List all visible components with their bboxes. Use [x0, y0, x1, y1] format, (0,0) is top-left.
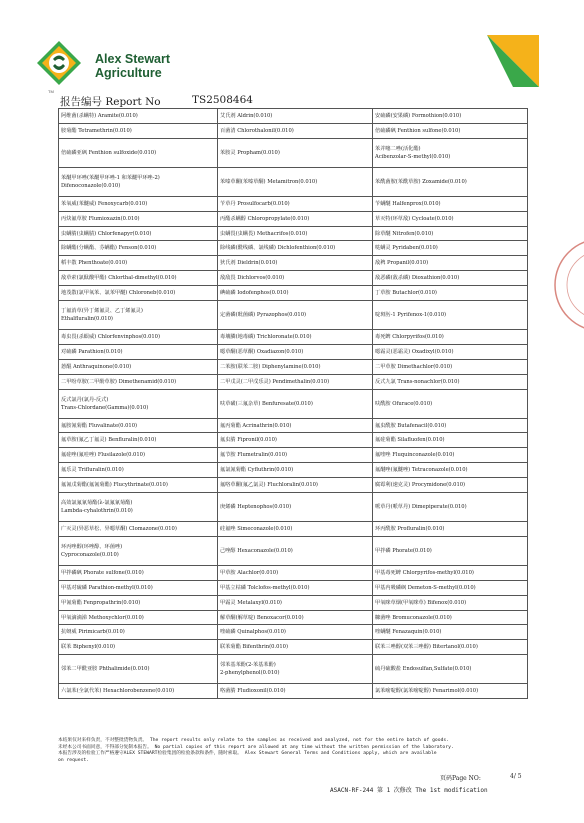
- table-cell: [59, 286, 218, 301]
- page-number-value: 4/ 5: [510, 773, 522, 780]
- table-cell: [218, 241, 373, 256]
- analyte-name: 敌草索(氯酞酸甲酯) Chlorthal-dimethyl(0.010): [61, 275, 177, 282]
- table-cell: [59, 330, 218, 345]
- table-cell: [59, 640, 218, 655]
- table-cell: [59, 448, 218, 463]
- table-cell: [59, 463, 218, 478]
- table-cell: [373, 463, 528, 478]
- analyte-name: 毒壤膦(地毒磷) Trichloronate(0.010): [220, 333, 312, 340]
- table-cell: [218, 684, 373, 699]
- table-cell: [218, 655, 373, 684]
- table-cell: [373, 493, 528, 522]
- table-cell: [373, 655, 528, 684]
- table-cell: [218, 595, 373, 610]
- table-cell: [59, 301, 218, 330]
- table-cell: [59, 256, 218, 271]
- table-cell: [218, 640, 373, 655]
- alex-stewart-logo-icon: [36, 40, 82, 86]
- table-cell: [218, 256, 373, 271]
- table-cell: [218, 344, 373, 359]
- table-cell: [218, 271, 373, 286]
- table-cell: [59, 374, 218, 389]
- table-cell: [59, 226, 218, 241]
- table-row: [59, 211, 528, 226]
- analyte-name-line2: 2-phenylphenol(0.010): [220, 670, 280, 677]
- analyte-name: 哒螨灵 Pyridaben(0.010): [375, 245, 438, 252]
- table-cell: [59, 536, 218, 565]
- table-cell: [373, 330, 528, 345]
- analyte-name: 联苯 Biphenyl(0.010): [61, 644, 116, 651]
- analyte-name: 邻苯二甲酰亚胺 Phthalimide(0.010): [61, 666, 150, 673]
- table-row: [59, 389, 528, 418]
- analyte-name-line2: Acibenzolar-S-methyl(0.010): [375, 153, 451, 160]
- disclaimer-line: on request.: [58, 757, 90, 763]
- table-cell: [373, 271, 528, 286]
- analyte-name: 二甲吩草胺(二甲酚草胺) Dimethenamid(0.010): [61, 378, 177, 385]
- table-cell: [373, 565, 528, 580]
- table-cell: [373, 610, 528, 625]
- analyte-name: 甲草胺 Alachlor(0.010): [220, 569, 279, 576]
- table-cell: [373, 359, 528, 374]
- table-cell: [59, 522, 218, 537]
- table-row: [59, 286, 528, 301]
- analyte-name: 氟硅唑(氟哇唑) Flusilazole(0.010): [61, 452, 145, 459]
- analyte-name: 反式九氯 Trans-nonachlor(0.010): [375, 378, 460, 385]
- disclaimer-line: 未经本公司书面同意，不得部分复制本报告。 No partial copies of this report are allowed at any time without the written permission of the laboratory.: [58, 744, 454, 750]
- table-cell: [373, 433, 528, 448]
- analyte-name-line2: Trans-Chlordane(Gamma)(0.010): [61, 404, 149, 411]
- analyte-name: 腐霉利(速克灵) Procymidone(0.010): [375, 482, 466, 489]
- analyte-name-line2: Ethalfluralin(0.010): [61, 316, 113, 323]
- analyte-name: 甲氧滴滴涕 Methoxychlor(0.010): [61, 614, 144, 621]
- table-row: [59, 418, 528, 433]
- analyte-name: 草灭特(环草敌) Cycloate(0.010): [375, 215, 454, 222]
- table-row: [59, 301, 528, 330]
- table-cell: [59, 478, 218, 493]
- analyte-name: 联苯菊酯 Bifenthrin(0.010): [220, 644, 289, 651]
- analyte-name: 蒽醌 Anthraquinone(0.010): [61, 363, 132, 370]
- table-cell: [59, 433, 218, 448]
- table-cell: [59, 493, 218, 522]
- analyte-name: 敌恶磷(敌杀磷) Dioxathion(0.010): [375, 275, 460, 282]
- table-row: [59, 241, 528, 256]
- table-row: [59, 330, 528, 345]
- analyte-name: 氟胺氰菊酯 Fluvalinate(0.010): [61, 422, 138, 429]
- analyte-name: 广灭灵(异恶草松、异噁草酮) Clomazone(0.010): [61, 525, 177, 532]
- trademark-mark: TM: [48, 89, 54, 94]
- table-cell: [373, 522, 528, 537]
- analyte-name: 定菌磷(吡菌磷) Pyrazophos(0.010): [220, 312, 307, 319]
- analyte-name-line2: Difenoconazole(0.010): [61, 182, 121, 189]
- brand-name: Alex Stewart: [95, 52, 171, 66]
- analyte-name: 氟乐灵 Trifluralin(0.010): [61, 467, 124, 474]
- table-cell: [218, 478, 373, 493]
- table-cell: [59, 625, 218, 640]
- analyte-name: 艾氏剂 Aldrin(0.010): [220, 112, 273, 119]
- table-row: [59, 433, 528, 448]
- table-cell: [373, 640, 528, 655]
- analyte-name: 氯苯嘧啶醇(氯苯嘧啶醇) Fenarimol(0.010): [375, 688, 479, 695]
- table-cell: [218, 522, 373, 537]
- table-cell: [59, 684, 218, 699]
- analyte-name: 氟喹唑 Fluquinconazole(0.010): [375, 452, 455, 459]
- analyte-name: 啶斑肟-1 Pyrifenox-1(0.010): [375, 312, 447, 319]
- analyte-name: 苯嗪草酮(苯嗪草酮) Metamitron(0.010): [220, 178, 318, 185]
- table-cell: [59, 418, 218, 433]
- analyte-name: 倍硫磷亚砜 Fenthion sulfoxide(0.010): [61, 149, 157, 156]
- analyte-name: 噁草酮(恶草酮) Oxadiazon(0.010): [220, 348, 304, 355]
- analyte-name: 噁霜灵(恶霜灵) Oxadixyl(0.010): [375, 348, 454, 355]
- table-row: [59, 625, 528, 640]
- table-cell: [218, 610, 373, 625]
- page-number-label: 页码Page NO:: [440, 775, 481, 782]
- table-row: [59, 478, 528, 493]
- table-cell: [373, 138, 528, 167]
- analyte-name: 甲基立枯磷 Tolclofos-methyl(0.010): [220, 584, 310, 591]
- table-cell: [59, 580, 218, 595]
- analyte-name: 敌敌畏 Dichlorvos(0.010): [220, 275, 285, 282]
- analyte-name: 苯酰菌胺(苯酰草胺) Zoxamide(0.010): [375, 178, 467, 185]
- table-cell: [59, 211, 218, 226]
- analyte-name: 对硫磷 Parathion(0.010): [61, 348, 123, 355]
- analyte-name: 甲氰菊酯 Fenpropathrin(0.010): [61, 599, 141, 606]
- table-row: [59, 123, 528, 138]
- analyte-name: 丙炔氟草胺 Flumioxazin(0.010): [61, 215, 140, 222]
- analyte-name: 氟硅菊酯 Silafluofen(0.010): [375, 437, 445, 444]
- analyte-name: 甲基毒死蜱 Chlorpyrifos-methyl(0.010): [375, 569, 474, 576]
- form-number: ASACN-RF-244 第 1 次修改 The 1st modification: [330, 787, 488, 794]
- table-cell: [59, 271, 218, 286]
- analyte-name: 虫螨畏(虫螨畏) Methacrifos(0.010): [220, 230, 308, 237]
- report-number-value: TS2508464: [192, 94, 253, 106]
- table-cell: [218, 301, 373, 330]
- analyte-name: 六氯苯(全氯代苯) Hexachlorobenzene(0.010): [61, 688, 175, 695]
- table-cell: [218, 330, 373, 345]
- table-cell: [218, 211, 373, 226]
- table-cell: [59, 167, 218, 196]
- table-cell: [373, 211, 528, 226]
- analyte-name: 邻苯基苯酚(2-苯基苯酚): [220, 662, 276, 669]
- table-cell: [373, 226, 528, 241]
- analyte-name: 氟丙菊酯 Acrinathrin(0.010): [220, 422, 292, 429]
- table-cell: [218, 625, 373, 640]
- analyte-name: 甲基对硫磷 Parathion-methyl(0.010): [61, 584, 153, 591]
- analyte-name: 安硫磷(安果磷) Formothion(0.010): [375, 112, 462, 119]
- analyte-name: 氟醚唑(氟醚唑) Tetraconazole(0.010): [375, 467, 468, 474]
- table-cell: [218, 374, 373, 389]
- table-row: [59, 226, 528, 241]
- disclaimer-line: 本结果仅对来样负责，不对整批货物负责。 The report results only relate to the samples as received and analyzed, not for the entire batch of goods.: [58, 738, 450, 743]
- analyte-name: 丁氟消草(异丁烯氟灵、乙丁烯氟灵): [61, 308, 143, 315]
- table-cell: [373, 286, 528, 301]
- table-cell: [373, 595, 528, 610]
- analyte-name-line2: Cyproconazole(0.010): [61, 551, 119, 558]
- table-row: [59, 374, 528, 389]
- page-number: [440, 773, 522, 782]
- analyte-name: 甲拌磷砜 Phorate sulfone(0.010): [61, 569, 144, 576]
- table-cell: [373, 256, 528, 271]
- brand-subtitle: Agriculture: [95, 66, 162, 80]
- table-cell: [59, 123, 218, 138]
- table-cell: [373, 580, 528, 595]
- table-cell: [373, 389, 528, 418]
- analyte-name: 丙酯杀螨醇 Chloropropylate(0.010): [220, 215, 310, 222]
- table-row: [59, 463, 528, 478]
- table-row: [59, 565, 528, 580]
- table-row: [59, 359, 528, 374]
- analyte-name: 除草醚 Nitrofen(0.010): [375, 230, 434, 237]
- table-cell: [373, 123, 528, 138]
- table-cell: [373, 684, 528, 699]
- analyte-name: 倍硫磷砜 Fenthion sulfone(0.010): [375, 127, 461, 134]
- table-row: [59, 522, 528, 537]
- table-cell: [218, 196, 373, 211]
- corner-triangle-icon: [487, 35, 539, 87]
- analyte-name: 氟虫酰胺 Butafenacil(0.010): [375, 422, 447, 429]
- table-cell: [218, 109, 373, 124]
- table-cell: [218, 536, 373, 565]
- analyte-name: 甲霜灵 Metalaxyl(0.010): [220, 599, 282, 606]
- analyte-name: 喹硫磷 Quinalphos(0.010): [220, 629, 286, 636]
- analyte-name: 胺菊酯 Tetramethrin(0.010): [61, 127, 132, 134]
- analyte-name: 地茂散(氯甲氧苯、氯苯甲醚) Chloroneb(0.010): [61, 290, 176, 297]
- table-cell: [373, 196, 528, 211]
- table-cell: [218, 138, 373, 167]
- table-row: [59, 109, 528, 124]
- analyte-name: 除线磷(酰线磷、氯线磷) Dichlofenthion(0.010): [220, 245, 336, 252]
- analyte-name: 狄氏剂 Dieldrin(0.010): [220, 260, 278, 267]
- analyte-name: 二甲戊灵(二甲戊乐灵) Pendimethalin(0.010): [220, 378, 330, 385]
- table-cell: [59, 344, 218, 359]
- analyte-name: 呋草磺(三氟杂草) Benfuresate(0.010): [220, 400, 313, 407]
- analyte-name: 毒死蜱 Chlorpyrifos(0.010): [375, 333, 444, 340]
- table-row: [59, 536, 528, 565]
- table-row: [59, 196, 528, 211]
- table-cell: [218, 433, 373, 448]
- analyte-table: [58, 108, 528, 699]
- analyte-name: 甲基内吸磷砜 Demeton-S-methyl(0.010): [375, 584, 476, 591]
- analyte-name: 呋酰胺 Ofurace(0.010): [375, 400, 433, 407]
- table-cell: [373, 418, 528, 433]
- table-cell: [59, 389, 218, 418]
- analyte-name: 糠菌唑 Bromuconazole(0.010): [375, 614, 452, 621]
- table-cell: [373, 625, 528, 640]
- analyte-name: 氟氰戊菊酯(氟氰菊酯) Flucythrinate(0.010): [61, 482, 168, 489]
- analyte-name: 苄草丹 Prosulfocarb(0.010): [220, 200, 290, 207]
- analyte-name: 喹螨醚 Fenazaquin(0.010): [375, 629, 442, 636]
- table-cell: [218, 463, 373, 478]
- analyte-name: 甲拌磷 Phorate(0.010): [375, 547, 432, 554]
- analyte-name: 解草酮(解草啶) Benoxacor(0.010): [220, 614, 304, 621]
- analyte-name: 二苯胺(联苯二胺) Diphenylamine(0.010): [220, 363, 321, 370]
- table-row: [59, 580, 528, 595]
- table-cell: [59, 655, 218, 684]
- analyte-name: 苯醚甲环唑(苯醚甲环唑-1 和苯醚甲环唑-2): [61, 174, 160, 181]
- analyte-name: 敌稗 Propanil(0.010): [375, 260, 429, 267]
- table-row: [59, 448, 528, 463]
- analyte-name: 氟氯氰菊酯 Cyfluthrin(0.010): [220, 467, 294, 474]
- table-cell: [218, 359, 373, 374]
- table-cell: [218, 493, 373, 522]
- analyte-name: 高效氯氟氰菊酯(λ-氯氟氰菊酯): [61, 500, 133, 507]
- table-row: [59, 344, 528, 359]
- table-cell: [218, 565, 373, 580]
- analyte-name: 苯氧威(苯醚威) Fenoxycarb(0.010): [61, 200, 148, 207]
- table-row: [59, 655, 528, 684]
- analyte-name: 阿维菌(杀螨特) Aramite(0.010): [61, 112, 138, 119]
- table-cell: [59, 595, 218, 610]
- table-cell: [218, 448, 373, 463]
- table-row: [59, 167, 528, 196]
- analyte-name: 甲氧咪草烟(甲氧咪草) Bifenox(0.010): [375, 599, 467, 606]
- table-row: [59, 595, 528, 610]
- analyte-name: 咯菌腈 Fludioxonil(0.010): [220, 688, 286, 695]
- table-cell: [373, 478, 528, 493]
- analyte-name: 二甲草胺 Dimethachlor(0.010): [375, 363, 453, 370]
- table-cell: [373, 301, 528, 330]
- table-cell: [218, 580, 373, 595]
- analyte-name: 氟虫腈 Fipronil(0.010): [220, 437, 277, 444]
- table-cell: [59, 241, 218, 256]
- analyte-name: 环丙唑醇(环唑醇、环菌唑): [61, 543, 123, 550]
- table-cell: [59, 565, 218, 580]
- table-cell: [59, 109, 218, 124]
- report-number: [60, 94, 253, 109]
- table-cell: [218, 286, 373, 301]
- table-row: [59, 684, 528, 699]
- analyte-name: 抗蚜威 Pirimicarb(0.010): [61, 629, 125, 636]
- analyte-name: 己唑醇 Hexaconazole(0.010): [220, 547, 293, 554]
- table-cell: [218, 167, 373, 196]
- analyte-name: 氟咯草酮(氟乙氯灵) Fluchloralin(0.010): [220, 482, 318, 489]
- table-row: [59, 138, 528, 167]
- analyte-name: 庚烯磷 Heptenophos(0.010): [220, 504, 292, 511]
- analyte-name: 除螨酯(分螨酯、芬螨酯) Fenson(0.010): [61, 245, 157, 252]
- analyte-name: 联苯三唑醇(双苯三唑醇) Bitertanol(0.010): [375, 644, 478, 651]
- table-cell: [59, 196, 218, 211]
- table-cell: [59, 610, 218, 625]
- analyte-name: 环丙酰胺 Profluralin(0.010): [375, 525, 445, 532]
- analyte-name: 哌草丹(哌草丹) Dimepiperate(0.010): [375, 504, 467, 511]
- table-cell: [218, 123, 373, 138]
- table-cell: [373, 109, 528, 124]
- analyte-name: 反式氯丹(氯丹-反式): [61, 396, 109, 403]
- analyte-name: 稻丰散 Phenthoate(0.010): [61, 260, 128, 267]
- analyte-name-line2: Lambda-cyhalothrin(0.010): [61, 508, 133, 515]
- table-cell: [373, 241, 528, 256]
- analyte-name: 百菌清 Chlorothalonil(0.010): [220, 127, 294, 134]
- table-cell: [218, 418, 373, 433]
- table-cell: [373, 448, 528, 463]
- table-cell: [373, 536, 528, 565]
- disclaimer: [58, 738, 528, 764]
- analyte-name: 碘硫磷 Iodofenphos(0.010): [220, 290, 289, 297]
- table-cell: [373, 344, 528, 359]
- analyte-name: 氟草胺(氟乙丁氟灵) Benfluralin(0.010): [61, 437, 157, 444]
- analyte-name: 苄螨醚 Halfenprox(0.010): [375, 200, 441, 207]
- analyte-name: 苯并噻二唑(活化酯): [375, 145, 421, 152]
- analyte-name: 苯胺灵 Propham(0.010): [220, 149, 280, 156]
- table-row: [59, 256, 528, 271]
- table-row: [59, 493, 528, 522]
- table-row: [59, 271, 528, 286]
- analyte-name: 硅氟唑 Simeconazole(0.010): [220, 525, 293, 532]
- table-row: [59, 640, 528, 655]
- analyte-name: 丁草胺 Butachlor(0.010): [375, 290, 437, 297]
- table-row: [59, 610, 528, 625]
- disclaimer-line: 本报告涉及的检验工作严格遵守ALEX STEWART检验集团的检验条款和条件，随时索取。 Alex Stewart General Terms and Conditions apply, which are available: [58, 751, 437, 757]
- analyte-name: 虫螨腈(虫螨腈) Chlorfenapyr(0.010): [61, 230, 152, 237]
- table-cell: [59, 359, 218, 374]
- analyte-name: 毒虫畏(杀螟威) Chlorfenvinphos(0.010): [61, 333, 161, 340]
- table-cell: [373, 167, 528, 196]
- table-cell: [218, 389, 373, 418]
- partial-stamp-icon: [553, 230, 584, 340]
- table-cell: [59, 138, 218, 167]
- table-cell: [218, 226, 373, 241]
- report-number-label: 报告编号 Report No: [60, 96, 161, 108]
- table-cell: [373, 374, 528, 389]
- analyte-name: 硫丹硫酸盐 Endosulfan,Sulfate(0.010): [375, 666, 472, 673]
- analyte-name: 氟节胺 Flumetralin(0.010): [220, 452, 288, 459]
